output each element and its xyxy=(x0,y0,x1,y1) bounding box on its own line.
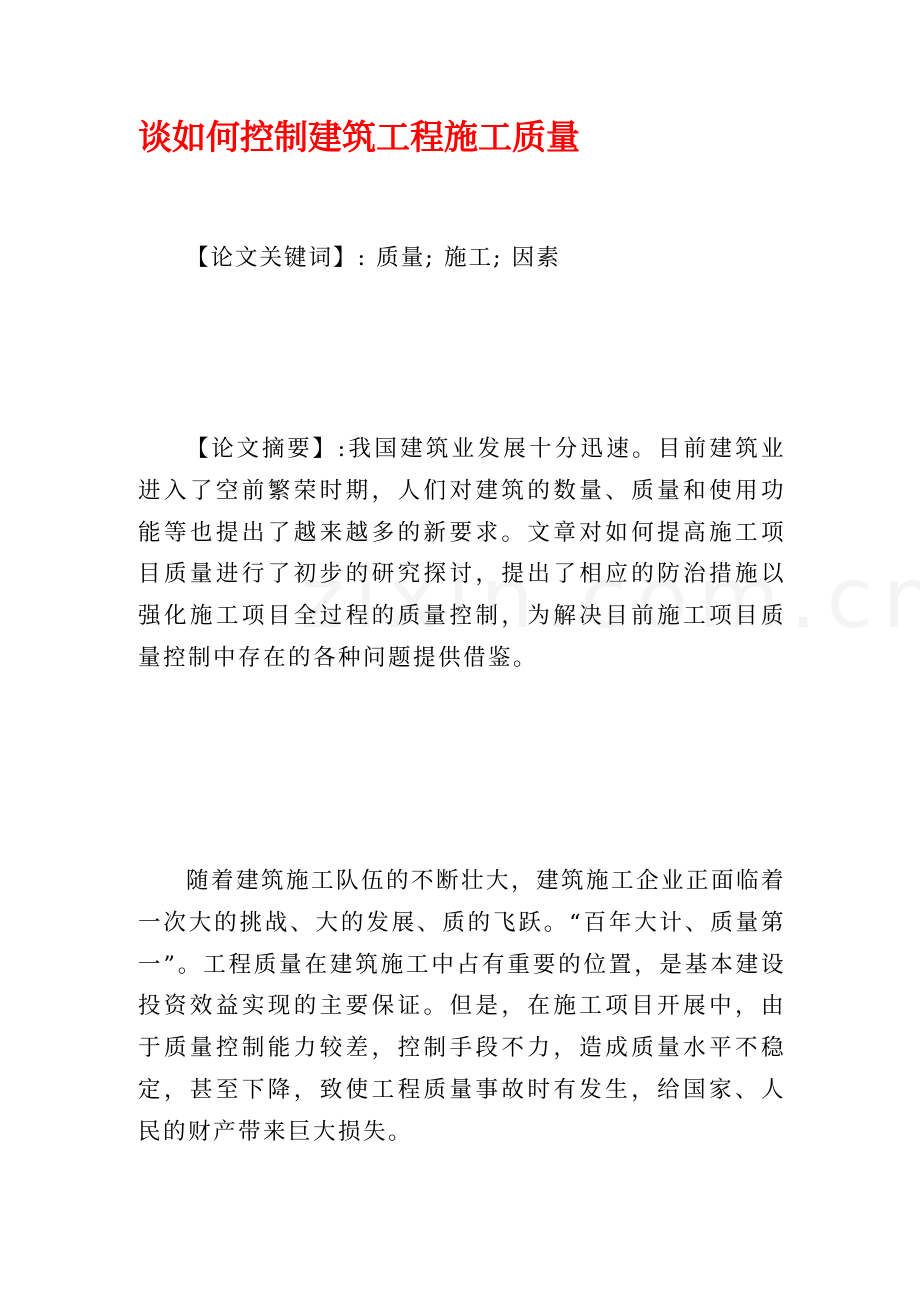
abstract-separator: : xyxy=(337,436,348,462)
keywords-label: 【论文关键词】 xyxy=(186,245,358,271)
abstract-paragraph xyxy=(138,429,786,680)
abstract-text: 我国建筑业发展十分迅速。目前建筑业进入了空前繁荣时期，人们对建筑的数量、质量和使用功能等也提出了越来越多的新要求。文章对如何提高施工项目质量进行了初步的研究探讨，提出了相应的防治措施以强化施工项目全过程的质量控制，为解决目前施工项目质量控制中存在的各种问题提供借鉴。 xyxy=(138,436,786,671)
keywords-line xyxy=(186,238,561,278)
abstract-label: 【论文摘要】 xyxy=(186,436,338,462)
body-paragraph: 随着建筑施工队伍的不断壮大，建筑施工企业正面临着一次大的挑战、大的发展、质的飞跃。“百年大计、质量第一”。工程质量在建筑施工中占有重要的位置，是基本建设投资效益实现的主要保证。但是，在施工项目开展中，由于质量控制能力较差，控制手段不力，造成质量水平不稳定，甚至下降，致使工程质量事故时有发生，给国家、人民的财产带来巨大损失。 xyxy=(138,868,787,1145)
keywords-text: 质量; 施工; 因素 xyxy=(367,245,561,271)
document-title: 谈如何控制建筑工程施工质量 xyxy=(138,118,580,158)
keywords-separator: : xyxy=(357,245,368,271)
